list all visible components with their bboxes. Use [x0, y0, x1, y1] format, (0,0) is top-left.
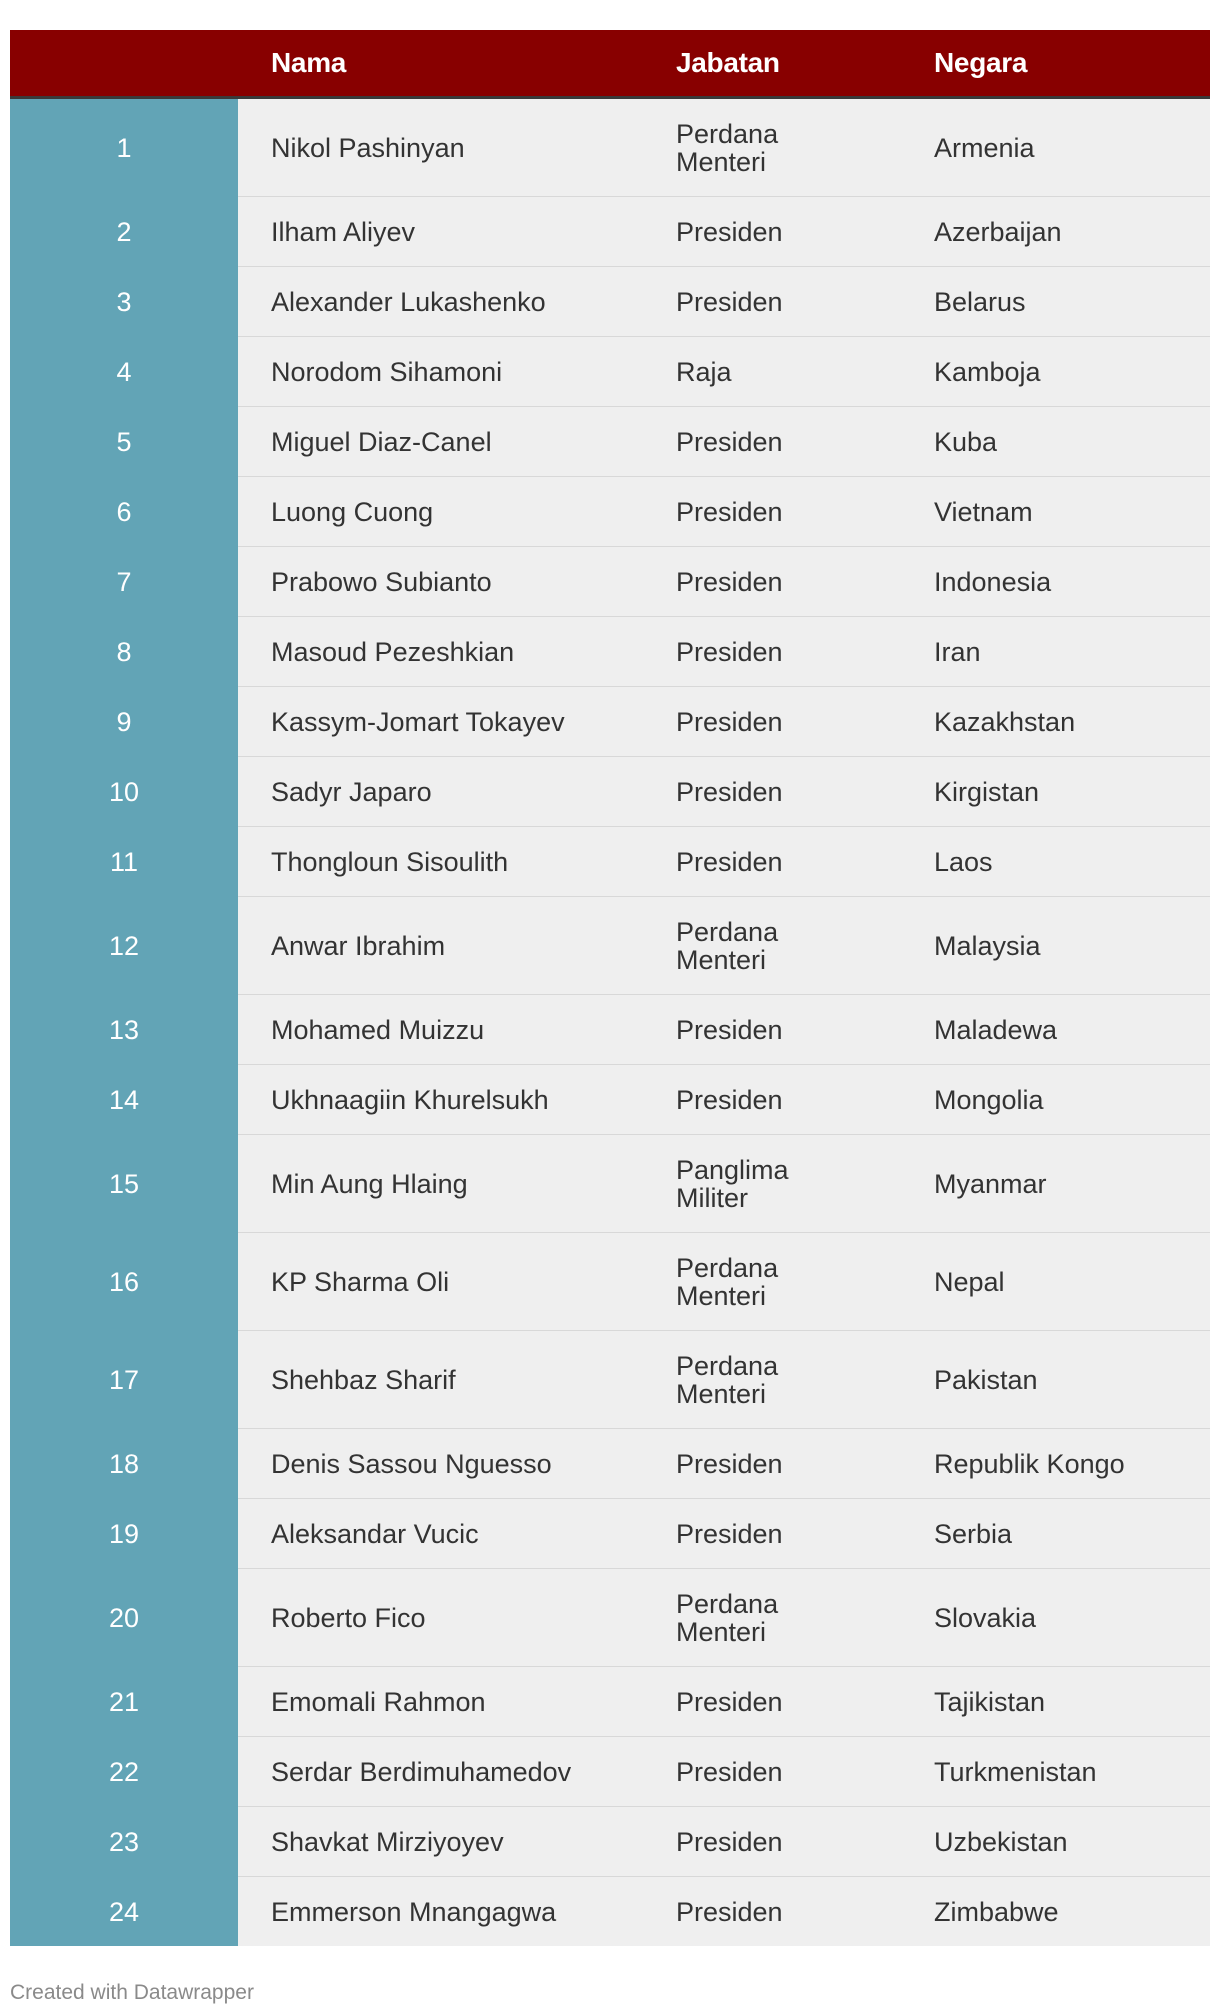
cell-negara: Kirgistan [901, 757, 1210, 827]
cell-negara: Nepal [901, 1233, 1210, 1331]
cell-negara: Zimbabwe [901, 1877, 1210, 1947]
header-number[interactable] [10, 30, 238, 98]
cell-negara: Iran [901, 617, 1210, 687]
table-row [10, 477, 1210, 547]
cell-nama: Nikol Pashinyan [238, 98, 643, 197]
cell-jabatan: Presiden [643, 547, 901, 617]
cell-nama: Ilham Aliyev [238, 197, 643, 267]
table-row [10, 897, 1210, 995]
cell-negara: Uzbekistan [901, 1807, 1210, 1877]
cell-jabatan: Presiden [643, 1737, 901, 1807]
cell-negara: Laos [901, 827, 1210, 897]
cell-negara: Azerbaijan [901, 197, 1210, 267]
cell-number: 19 [10, 1499, 238, 1569]
table-row [10, 1667, 1210, 1737]
table-row [10, 757, 1210, 827]
cell-nama: Min Aung Hlaing [238, 1135, 643, 1233]
table-row [10, 617, 1210, 687]
cell-nama: KP Sharma Oli [238, 1233, 643, 1331]
cell-jabatan: Perdana Menteri [643, 1331, 901, 1429]
cell-number: 11 [10, 827, 238, 897]
cell-negara: Kamboja [901, 337, 1210, 407]
cell-number: 16 [10, 1233, 238, 1331]
cell-jabatan: Presiden [643, 1807, 901, 1877]
table-row [10, 1135, 1210, 1233]
cell-jabatan: Presiden [643, 477, 901, 547]
cell-nama: Aleksandar Vucic [238, 1499, 643, 1569]
cell-jabatan: Perdana Menteri [643, 1569, 901, 1667]
table-row [10, 547, 1210, 617]
table-row [10, 1877, 1210, 1947]
cell-nama: Shehbaz Sharif [238, 1331, 643, 1429]
cell-jabatan: Perdana Menteri [643, 897, 901, 995]
cell-negara: Belarus [901, 267, 1210, 337]
header-negara[interactable]: Negara [901, 30, 1210, 98]
cell-nama: Masoud Pezeshkian [238, 617, 643, 687]
cell-number: 5 [10, 407, 238, 477]
table-row [10, 1429, 1210, 1499]
cell-jabatan: Presiden [643, 1667, 901, 1737]
cell-number: 23 [10, 1807, 238, 1877]
header-jabatan[interactable]: Jabatan [643, 30, 901, 98]
cell-negara: Republik Kongo [901, 1429, 1210, 1499]
table-row [10, 197, 1210, 267]
table-row [10, 407, 1210, 477]
cell-jabatan: Presiden [643, 687, 901, 757]
cell-nama: Alexander Lukashenko [238, 267, 643, 337]
cell-number: 21 [10, 1667, 238, 1737]
cell-negara: Mongolia [901, 1065, 1210, 1135]
table-row [10, 1331, 1210, 1429]
leaders-table [10, 30, 1210, 1946]
table-row [10, 687, 1210, 757]
cell-number: 7 [10, 547, 238, 617]
cell-number: 8 [10, 617, 238, 687]
table-header [10, 30, 1210, 98]
header-row [10, 30, 1210, 98]
cell-number: 17 [10, 1331, 238, 1429]
cell-negara: Maladewa [901, 995, 1210, 1065]
cell-jabatan: Perdana Menteri [643, 1233, 901, 1331]
cell-number: 20 [10, 1569, 238, 1667]
cell-nama: Ukhnaagiin Khurelsukh [238, 1065, 643, 1135]
cell-jabatan: Presiden [643, 197, 901, 267]
table-row [10, 98, 1210, 197]
cell-nama: Norodom Sihamoni [238, 337, 643, 407]
cell-nama: Serdar Berdimuhamedov [238, 1737, 643, 1807]
data-table-container [10, 30, 1210, 1946]
table-row [10, 995, 1210, 1065]
cell-jabatan: Presiden [643, 407, 901, 477]
cell-number: 22 [10, 1737, 238, 1807]
cell-number: 4 [10, 337, 238, 407]
cell-number: 24 [10, 1877, 238, 1947]
table-row [10, 337, 1210, 407]
cell-nama: Roberto Fico [238, 1569, 643, 1667]
cell-jabatan: Presiden [643, 757, 901, 827]
cell-jabatan: Presiden [643, 1877, 901, 1947]
cell-number: 12 [10, 897, 238, 995]
cell-jabatan: Presiden [643, 1499, 901, 1569]
cell-negara: Tajikistan [901, 1667, 1210, 1737]
cell-number: 1 [10, 98, 238, 197]
table-row [10, 1233, 1210, 1331]
table-row [10, 267, 1210, 337]
cell-negara: Vietnam [901, 477, 1210, 547]
cell-nama: Kassym-Jomart Tokayev [238, 687, 643, 757]
cell-nama: Emmerson Mnangagwa [238, 1877, 643, 1947]
table-body [10, 98, 1210, 1947]
cell-negara: Kuba [901, 407, 1210, 477]
cell-negara: Indonesia [901, 547, 1210, 617]
cell-negara: Myanmar [901, 1135, 1210, 1233]
cell-negara: Turkmenistan [901, 1737, 1210, 1807]
cell-jabatan: Raja [643, 337, 901, 407]
cell-jabatan: Perdana Menteri [643, 98, 901, 197]
cell-nama: Anwar Ibrahim [238, 897, 643, 995]
table-row [10, 827, 1210, 897]
cell-number: 6 [10, 477, 238, 547]
cell-jabatan: Panglima Militer [643, 1135, 901, 1233]
cell-nama: Prabowo Subianto [238, 547, 643, 617]
cell-negara: Malaysia [901, 897, 1210, 995]
cell-jabatan: Presiden [643, 617, 901, 687]
cell-number: 14 [10, 1065, 238, 1135]
cell-jabatan: Presiden [643, 267, 901, 337]
cell-number: 15 [10, 1135, 238, 1233]
table-row [10, 1569, 1210, 1667]
cell-nama: Thongloun Sisoulith [238, 827, 643, 897]
cell-number: 3 [10, 267, 238, 337]
cell-nama: Emomali Rahmon [238, 1667, 643, 1737]
cell-nama: Sadyr Japaro [238, 757, 643, 827]
table-row [10, 1499, 1210, 1569]
cell-jabatan: Presiden [643, 995, 901, 1065]
cell-negara: Pakistan [901, 1331, 1210, 1429]
cell-jabatan: Presiden [643, 1065, 901, 1135]
cell-negara: Serbia [901, 1499, 1210, 1569]
cell-number: 2 [10, 197, 238, 267]
cell-number: 10 [10, 757, 238, 827]
table-row [10, 1737, 1210, 1807]
cell-nama: Luong Cuong [238, 477, 643, 547]
cell-nama: Miguel Diaz-Canel [238, 407, 643, 477]
cell-number: 9 [10, 687, 238, 757]
cell-nama: Denis Sassou Nguesso [238, 1429, 643, 1499]
cell-jabatan: Presiden [643, 1429, 901, 1499]
table-row [10, 1065, 1210, 1135]
cell-jabatan: Presiden [643, 827, 901, 897]
cell-nama: Mohamed Muizzu [238, 995, 643, 1065]
cell-negara: Kazakhstan [901, 687, 1210, 757]
datawrapper-credit[interactable]: Created with Datawrapper [10, 1981, 254, 2004]
cell-negara: Slovakia [901, 1569, 1210, 1667]
header-nama[interactable]: Nama [238, 30, 643, 98]
cell-nama: Shavkat Mirziyoyev [238, 1807, 643, 1877]
cell-negara: Armenia [901, 98, 1210, 197]
cell-number: 13 [10, 995, 238, 1065]
cell-number: 18 [10, 1429, 238, 1499]
table-row [10, 1807, 1210, 1877]
